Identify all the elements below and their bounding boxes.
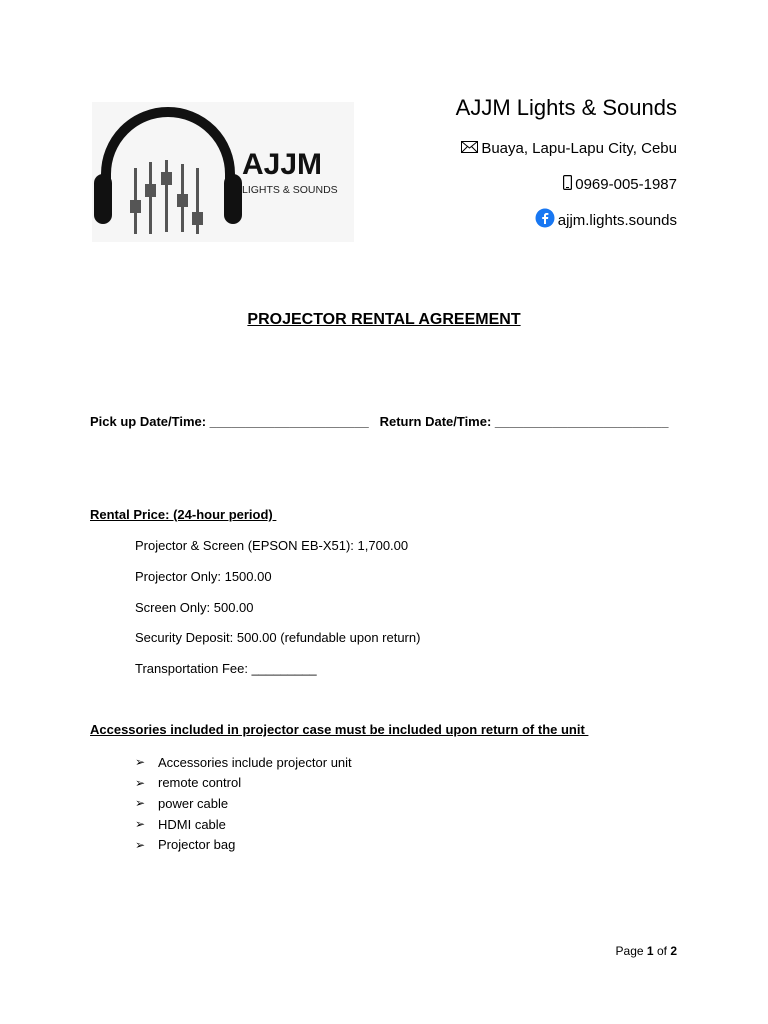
company-name: AJJM Lights & Sounds	[455, 95, 677, 120]
page-number	[616, 944, 677, 958]
price-item: Projector Only: 1500.00	[135, 569, 272, 584]
facebook-line[interactable]	[535, 208, 677, 232]
envelope-icon	[461, 140, 478, 157]
price-item: Screen Only: 500.00	[135, 600, 254, 615]
rental-price-heading: Rental Price: (24-hour period)	[90, 507, 277, 522]
document-title: PROJECTOR RENTAL AGREEMENT	[247, 311, 521, 328]
address-line	[461, 140, 677, 157]
list-item	[135, 793, 352, 814]
arrow-bullet-icon: ➢	[135, 755, 146, 770]
address-text: Buaya, Lapu-Lapu City, Cebu	[481, 140, 677, 157]
facebook-handle[interactable]: ajjm.lights.sounds	[557, 211, 677, 229]
list-item-text: Accessories include projector unit	[158, 754, 352, 770]
total-pages: 2	[670, 944, 677, 958]
list-item-text: HDMI cable	[158, 816, 226, 832]
price-item: Security Deposit: 500.00 (refundable upon return)	[135, 630, 421, 645]
price-item: Projector & Screen (EPSON EB-X51): 1,700.00	[135, 538, 409, 553]
list-item	[135, 752, 352, 773]
arrow-bullet-icon: ➢	[135, 796, 146, 811]
company-logo	[92, 102, 354, 242]
pickup-return-dates: Pick up Date/Time: ______________________ Return Date/Time: ________________________	[90, 414, 669, 429]
accessories-heading: Accessories included in projector case must be included upon return of the unit	[90, 722, 589, 737]
phone-line	[563, 175, 677, 194]
list-item	[135, 834, 352, 855]
price-item: Transportation Fee: _________	[135, 661, 317, 676]
list-item-text: remote control	[158, 775, 242, 791]
list-item-text: power cable	[158, 795, 229, 811]
page-label: Page	[615, 944, 644, 958]
list-item	[135, 814, 352, 835]
accessories-list	[135, 752, 352, 855]
phone-number: 0969-005-1987	[575, 176, 677, 193]
of-label: of	[656, 944, 667, 958]
arrow-bullet-icon: ➢	[135, 817, 146, 832]
list-item	[135, 773, 352, 794]
list-item-text: Projector bag	[158, 837, 236, 853]
arrow-bullet-icon: ➢	[135, 837, 146, 852]
current-page: 1	[646, 944, 654, 958]
svg-text:LIGHTS & SOUNDS: LIGHTS & SOUNDS	[242, 184, 338, 196]
facebook-icon	[535, 208, 555, 232]
arrow-bullet-icon: ➢	[135, 775, 146, 790]
svg-text:AJJM: AJJM	[242, 148, 323, 181]
mobile-phone-icon	[563, 175, 572, 194]
